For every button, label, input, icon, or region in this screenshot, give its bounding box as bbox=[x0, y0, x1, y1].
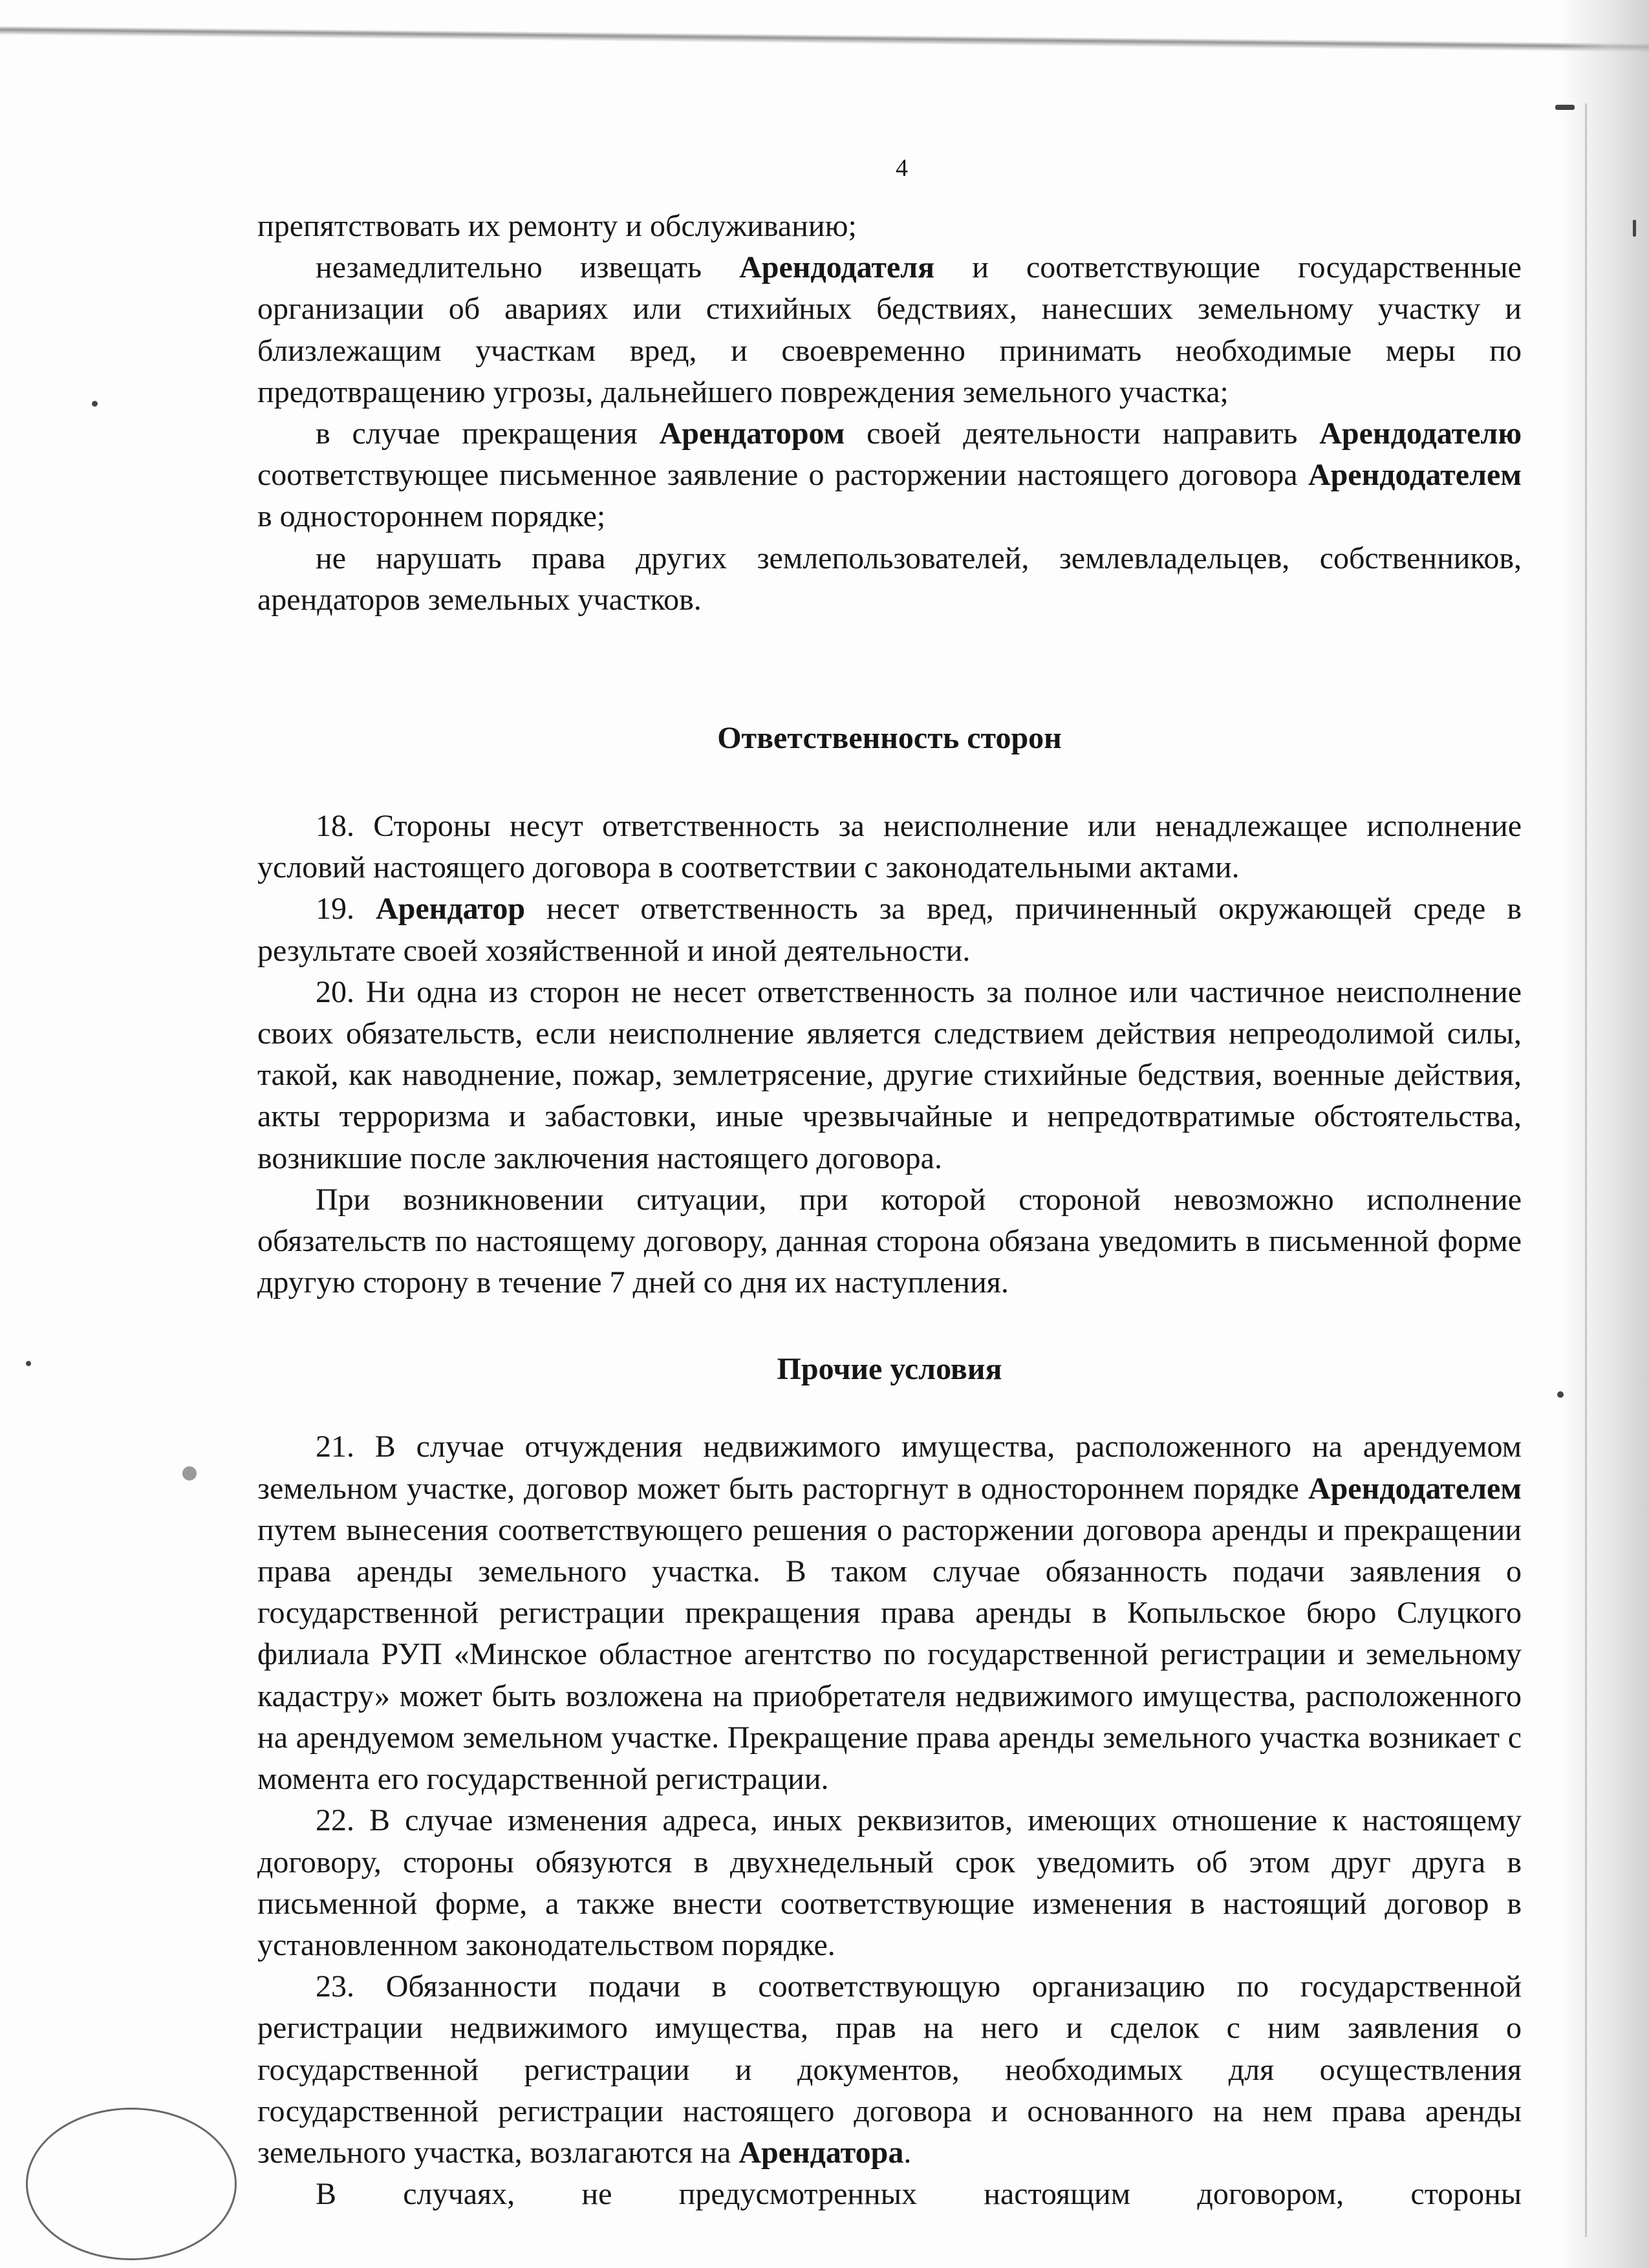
scan-top-edge-artifact bbox=[0, 26, 1649, 52]
bold-term: Арендодателем bbox=[1308, 1471, 1522, 1506]
scan-speck bbox=[26, 1361, 31, 1366]
item-20: 20. Ни одна из сторон не несет ответственность за полное или частичное неисполнение своих обязательств, если неисполнение является следствием действия непреодолимой силы, такой, как наводнение, пожар, землетрясение, другие стихийные бедствия, военные действия, акты терроризма и забастовки, иные чрезвычайные и непредотвратимые обстоятельства, возникшие после заключения настоящего договора. bbox=[257, 974, 1522, 1175]
paragraph-rights-of-others: не нарушать права других землепользователей, землевладельцев, собственников, арендаторов земельных участков. bbox=[257, 540, 1522, 617]
item-18: 18. Стороны несут ответственность за неисполнение или ненадлежащее исполнение условий настоящего договора в соответствии с законодательными актами. bbox=[257, 809, 1522, 885]
paragraph-force-majeure: При возникновении ситуации, при которой стороной невозможно исполнение обязательств по настоящему договору, данная сторона обязана уведомить в письменной форме другую сторону в течение 7 дней со дня их наступления. bbox=[257, 1182, 1522, 1300]
item-22: 22. В случае изменения адреса, иных реквизитов, имеющих отношение к настоящему договору, стороны обязуются в двухнедельный срок уведомить об этом друг друга в письменной форме, а также внести соответствующие изменения в настоящий договор в установленном законодательством порядке. bbox=[257, 1803, 1522, 1962]
heading-responsibility: Ответственность сторон bbox=[717, 721, 1062, 756]
paragraph-repair: препятствовать их ремонту и обслуживанию; bbox=[257, 209, 857, 243]
stamp-outline bbox=[26, 2108, 237, 2260]
item-19: 19. Арендатор несет ответственность за вред, причиненный окружающей среде в результате своей хозяйственной и иной деятельности. bbox=[257, 892, 1522, 968]
page-number: 4 bbox=[896, 155, 908, 182]
bold-term: Арендатор bbox=[376, 892, 526, 926]
scan-speck bbox=[182, 1466, 197, 1481]
scan-speck bbox=[1557, 1391, 1564, 1398]
scan-speck bbox=[92, 401, 98, 407]
scan-right-shadow bbox=[1558, 0, 1649, 2268]
item-23: 23. Обязанности подачи в соответствующую организацию по государственной регистрации недвижимого имущества, прав на него и сделок с ним заявления о государственной регистрации и документов, необходимых для осуществления государственной регистрации настоящего договора и основанного на нем права аренды земельного участка, возлагаются на Арендатора. bbox=[257, 1969, 1522, 2170]
paragraph-termination-notice: в случае прекращения Арендатором своей деятельности направить Арендодателю соответствующее письменное заявление о расторжении настоящего договора Арендодателем в одностороннем порядке; bbox=[257, 416, 1522, 534]
bold-term: Арендодателем bbox=[1308, 458, 1522, 493]
paragraph-other-cases: В случаях, не предусмотренных настоящим договором, стороны bbox=[316, 2177, 1522, 2212]
bold-term: Арендодателя bbox=[739, 250, 935, 285]
document-body bbox=[257, 206, 1522, 2215]
scan-speck bbox=[1633, 220, 1636, 237]
bold-term: Арендодателю bbox=[1319, 416, 1522, 451]
bold-term: Арендатором bbox=[659, 416, 845, 451]
bold-term: Арендатора bbox=[738, 2135, 904, 2170]
scan-right-fold-line bbox=[1585, 103, 1587, 2237]
item-21: 21. В случае отчуждения недвижимого имущества, расположенного на арендуемом земельном участке, договор может быть расторгнут в одностороннем порядке Арендодателем путем вынесения соответствующего решения о расторжении договора аренды и прекращении права аренды земельного участка. В таком случае обязанность подачи заявления о государственной регистрации прекращения права аренды в Копыльское бюро Слуцкого филиала РУП «Минское областное агентство по государственной регистрации и земельному кадастру» может быть возложена на приобретателя недвижимого имущества, расположенного на арендуемом земельном участке. Прекращение права аренды земельного участка возникает с момента его государственной регистрации. bbox=[257, 1429, 1522, 1797]
paragraph-notify-accidents: незамедлительно извещать Арендодателя и соответствующие государственные организации об авариях или стихийных бедствиях, нанесших земельному участку и близлежащим участкам вред, и своевременно принимать необходимые меры по предотвращению угрозы, дальнейшего повреждения земельного участка; bbox=[257, 250, 1522, 409]
heading-other-conditions: Прочие условия bbox=[777, 1352, 1002, 1387]
scan-speck bbox=[1555, 105, 1575, 110]
